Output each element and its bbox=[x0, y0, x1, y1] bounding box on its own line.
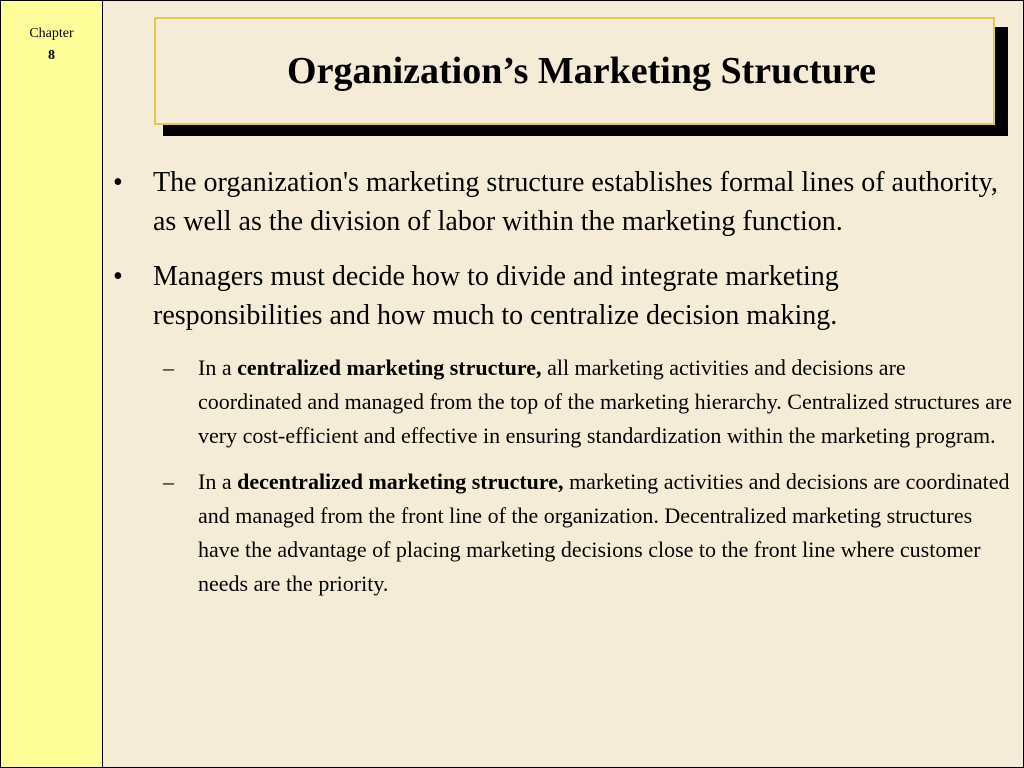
sub-bullet-term: decentralized marketing structure, bbox=[237, 469, 564, 494]
bullet-item bbox=[113, 163, 1013, 241]
chapter-label: Chapter bbox=[29, 26, 74, 41]
bullet-item bbox=[113, 257, 1013, 335]
slide-title: Organization’s Marketing Structure bbox=[287, 50, 876, 92]
bullet-marker: • bbox=[113, 167, 123, 198]
sub-bullet-marker: – bbox=[163, 469, 174, 494]
sub-bullet-item bbox=[163, 351, 1013, 453]
sub-bullet-marker: – bbox=[163, 355, 174, 380]
sub-bullet-text bbox=[198, 465, 1013, 601]
bullet-marker: • bbox=[113, 261, 123, 292]
sub-bullet-body: all marketing activities and decisions are coordinated and managed from the top of the marketing hierarchy. Centralized structures are very cost-efficient and effective in ensuring standardization within the marketing program. bbox=[198, 355, 1013, 448]
sub-bullet-body: marketing activities and decisions are coordinated and managed from the front line of the organization. Decentralized marketing structures have the advantage of placing marketing decisions close to the front line where customer needs are the priority. bbox=[198, 469, 1010, 596]
bullet-text: Managers must decide how to divide and integrate marketing responsibilities and how much to centralize decision making. bbox=[153, 261, 839, 331]
slide-content bbox=[113, 163, 1013, 613]
sub-bullet-item bbox=[163, 465, 1013, 601]
chapter-number: 8 bbox=[48, 48, 55, 63]
sub-bullet-term: centralized marketing structure, bbox=[237, 355, 542, 380]
chapter-sidebar bbox=[1, 1, 103, 767]
chapter-marker bbox=[1, 23, 102, 67]
sub-bullet-prefix: In a bbox=[198, 355, 238, 380]
title-box bbox=[154, 17, 995, 125]
sub-bullet-text bbox=[198, 351, 1013, 453]
sub-bullet-prefix: In a bbox=[198, 469, 238, 494]
bullet-text: The organization's marketing structure establishes formal lines of authority, as well as the division of labor within the marketing function. bbox=[153, 167, 998, 237]
